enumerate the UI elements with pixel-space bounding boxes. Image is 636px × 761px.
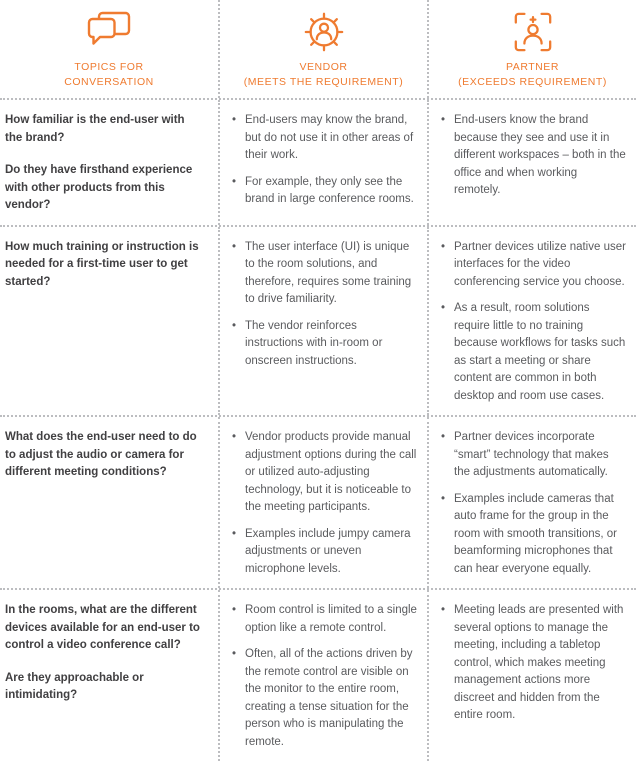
bullet-item: • Examples include cameras that auto frame for the group in the room with smooth transitions, or beamforming microphones that can hear everyone equally. — [440, 491, 626, 579]
vendor-bullet-list — [231, 429, 417, 578]
bullet-item: • The user interface (UI) is unique to the room solutions, and therefore, requires some training to drive familiarity. — [231, 239, 417, 309]
partner-cell — [427, 417, 636, 588]
topic-question: How much training or instruction is needed for a first-time user to get started? — [5, 240, 199, 288]
topic-cell — [0, 100, 218, 225]
table-row — [0, 98, 636, 225]
vendor-bullet-list — [231, 602, 417, 751]
topic-cell — [0, 590, 218, 761]
table-row — [0, 415, 636, 588]
topic-question: How familiar is the end-user with the brand? — [5, 114, 185, 144]
partner-cell — [427, 227, 636, 416]
vendor-cell — [218, 417, 427, 588]
person-frame-icon — [512, 10, 554, 54]
topic-question: In the rooms, what are the different devices available for an end-user to control a video conference call? — [5, 604, 200, 651]
header-partner — [427, 0, 636, 98]
chat-bubbles-icon — [86, 10, 132, 54]
bullet-item: • For example, they only see the brand in large conference rooms. — [231, 174, 417, 209]
bullet-item: • Often, all of the actions driven by the remote control are visible on the monitor to the entire room, creating a tense situation for the person who is manipulating the remote. — [231, 646, 417, 751]
bullet-item: • End-users know the brand because they see and use it in different workspaces – both in the office and when working remotely. — [440, 112, 626, 200]
header-topics — [0, 0, 218, 98]
header-partner-subtitle: (EXCEEDS REQUIREMENT) — [458, 75, 607, 88]
bullet-item: • Partner devices utilize native user interfaces for the video conferencing service you choose. — [440, 239, 626, 292]
header-topics-title: TOPICS FOR CONVERSATION — [64, 61, 154, 88]
bullet-item: • As a result, room solutions require little to no training because workflows for tasks such as start a meeting or share content are common in both desktop and room use cases. — [440, 300, 626, 405]
table-row — [0, 588, 636, 761]
gear-person-icon — [302, 10, 346, 54]
topic-cell — [0, 417, 218, 588]
bullet-item: • Examples include jumpy camera adjustments or uneven microphone levels. — [231, 526, 417, 579]
topic-question: Are they approachable or intimidating? — [5, 671, 144, 701]
header-partner-title: PARTNER — [506, 61, 559, 73]
partner-bullet-list — [440, 602, 626, 725]
partner-bullet-list — [440, 112, 626, 200]
topic-cell — [0, 227, 218, 416]
vendor-cell — [218, 100, 427, 225]
bullet-item: • Meeting leads are presented with several options to manage the meeting, including a tabletop control, which makes meeting management actions more discreet and hidden from the entire room. — [440, 602, 626, 725]
partner-bullet-list — [440, 239, 626, 406]
bullet-item: • The vendor reinforces instructions with in-room or onscreen instructions. — [231, 318, 417, 371]
bullet-item: • Vendor products provide manual adjustment options during the call or utilized auto-adjusting technology, but it is noticeable to the meeting participants. — [231, 429, 417, 517]
vendor-bullet-list — [231, 112, 417, 209]
table-header — [0, 0, 636, 98]
bullet-item: • Partner devices incorporate “smart” technology that makes the adjustments automatically. — [440, 429, 626, 482]
partner-cell — [427, 590, 636, 761]
vendor-cell — [218, 227, 427, 416]
table-row — [0, 225, 636, 416]
vendor-bullet-list — [231, 239, 417, 371]
header-vendor-subtitle: (MEETS THE REQUIREMENT) — [243, 75, 404, 88]
header-vendor-title: VENDOR — [299, 61, 348, 73]
vendor-cell — [218, 590, 427, 761]
bullet-item: • End-users may know the brand, but do not use it in other areas of their work. — [231, 112, 417, 165]
partner-cell — [427, 100, 636, 225]
bullet-item: • Room control is limited to a single option like a remote control. — [231, 602, 417, 637]
partner-bullet-list — [440, 429, 626, 578]
header-vendor — [218, 0, 427, 98]
topic-question: What does the end-user need to do to adjust the audio or camera for different meeting conditions? — [5, 431, 197, 478]
topic-question: Do they have firsthand experience with other products from this vendor? — [5, 164, 193, 211]
